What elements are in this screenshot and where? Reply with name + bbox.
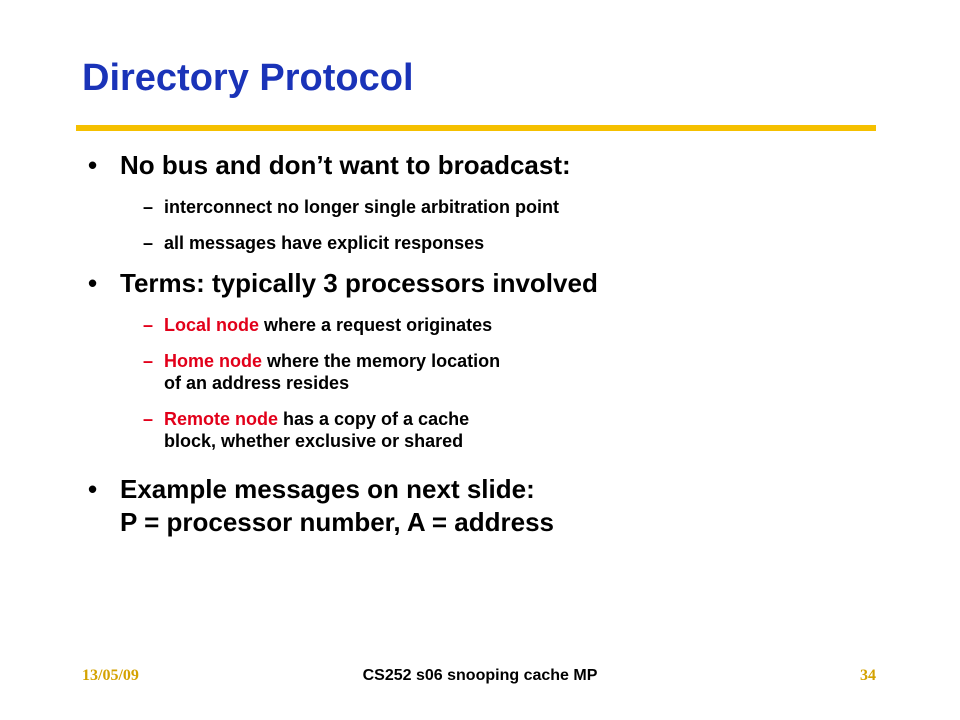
sub-text-continued: of an address resides <box>164 373 350 393</box>
term-local-node: Local node <box>164 315 260 335</box>
footer-date: 13/05/09 <box>82 667 139 684</box>
footer-page-number: 34 <box>860 667 876 684</box>
term-description: has a copy of a cache <box>278 409 470 429</box>
bullet-text: Terms: typically 3 processors involved <box>120 268 598 298</box>
sub-marker: – <box>143 351 154 371</box>
bullet-text: No bus and don’t want to broadcast: <box>120 150 571 180</box>
bullet-marker: • <box>88 268 98 298</box>
term-home-node: Home node <box>164 351 263 371</box>
sub-text: all messages have explicit responses <box>164 233 485 253</box>
sub-text <box>164 350 500 372</box>
bullet-text: Example messages on next slide: <box>120 474 535 504</box>
term-remote-node: Remote node <box>164 409 279 429</box>
sub-text <box>164 408 469 430</box>
sub-marker: – <box>143 315 154 335</box>
footer-course: CS252 s06 snooping cache MP <box>362 667 598 684</box>
term-description: where a request originates <box>259 315 493 335</box>
sub-text <box>164 314 492 336</box>
bullet-marker: • <box>88 150 98 180</box>
sub-text-continued: block, whether exclusive or shared <box>164 431 464 451</box>
sub-marker: – <box>143 233 154 253</box>
term-description: where the memory location <box>262 351 501 371</box>
slide-title: Directory Protocol <box>82 57 414 99</box>
sub-marker: – <box>143 197 154 217</box>
bullet-text-continued: P = processor number, A = address <box>120 507 555 537</box>
sub-text: interconnect no longer single arbitration point <box>164 197 560 217</box>
title-underline <box>76 125 876 131</box>
bullet-marker: • <box>88 474 98 504</box>
sub-marker: – <box>143 409 154 429</box>
